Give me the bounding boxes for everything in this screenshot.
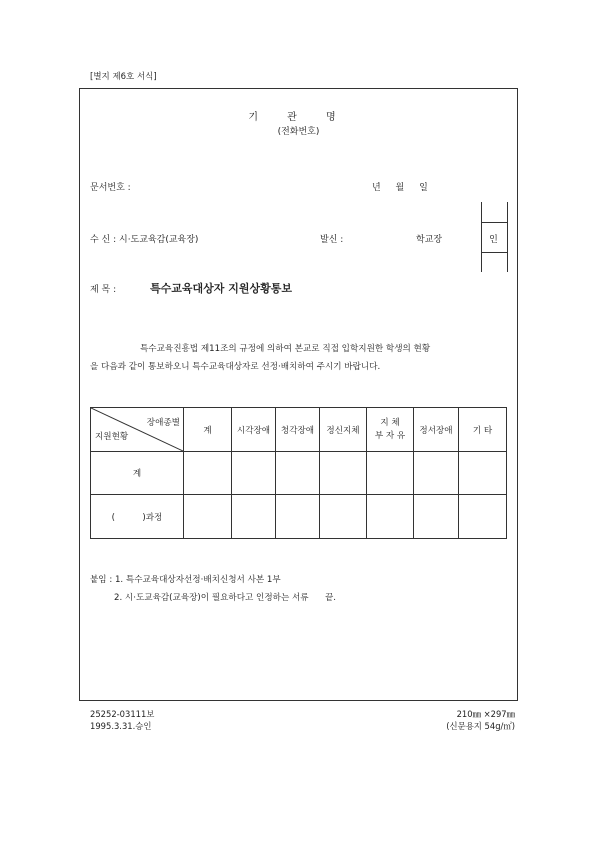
table-cell — [414, 452, 459, 495]
body-line-1: 특수교육진흥법 제11조의 규정에 의하여 본교로 직접 입학지원한 학생의 현황 — [140, 344, 431, 354]
table-header-row — [91, 408, 507, 452]
form-label: [별지 제6호 서식] — [90, 72, 157, 82]
seal-divider — [482, 222, 507, 223]
table-cell — [414, 495, 459, 539]
sender-label: 발신 : — [320, 235, 344, 245]
body-line-2: 을 다음과 같이 통보하오니 특수교육대상자로 선정·배치하여 주시기 바랍니다. — [90, 362, 381, 372]
table-cell — [367, 495, 414, 539]
table-corner-cell — [91, 408, 184, 452]
subject-title: 특수교육대상자 지원상황통보 — [150, 282, 292, 295]
table-row — [91, 452, 507, 495]
table-cell — [184, 495, 232, 539]
agency-name: 기 관 명 — [248, 112, 349, 123]
table-cell — [459, 452, 507, 495]
table-row — [91, 495, 507, 539]
column-header: 계 — [184, 408, 232, 452]
corner-label-disability-type: 장애종별 — [146, 418, 180, 428]
table-cell — [367, 452, 414, 495]
body-paragraph — [90, 340, 506, 376]
column-header-line: 지 체 — [380, 417, 400, 428]
table-cell — [276, 452, 320, 495]
column-header-physical-disability — [367, 408, 414, 452]
table-cell — [184, 452, 232, 495]
column-header: 시각장애 — [232, 408, 276, 452]
school-principal-label: 학교장 — [416, 235, 443, 245]
paper-size: 210㎜ ×297㎜ — [456, 709, 515, 719]
column-header: 정신지체 — [320, 408, 367, 452]
table-cell — [320, 452, 367, 495]
document-frame — [79, 88, 518, 701]
table-cell — [232, 495, 276, 539]
phone-number-label: (전화번호) — [277, 127, 320, 137]
column-header: 청각장애 — [276, 408, 320, 452]
document-number-label: 문서번호 : — [90, 183, 131, 193]
table-cell — [276, 495, 320, 539]
form-code: 25252-03111보 — [90, 709, 155, 719]
row-header: ( )과정 — [91, 495, 184, 539]
attachment-line-2: 2. 시·도교육감(교육장)이 필요하다고 인정하는 서류 끝. — [114, 593, 337, 603]
row-header: 계 — [91, 452, 184, 495]
date-label: 년 월 일 — [372, 183, 428, 193]
table-cell — [232, 452, 276, 495]
column-header: 정서장애 — [414, 408, 459, 452]
table-cell — [320, 495, 367, 539]
recipient-line: 수 신 : 시·도교육감(교육장) — [90, 235, 199, 245]
seal-mark: 인 — [489, 235, 498, 245]
approval-date: 1995.3.31.승인 — [90, 721, 152, 731]
attachment-line-1: 붙임 : 1. 특수교육대상자선정·배치신청서 사본 1부 — [90, 575, 281, 585]
corner-label-status: 지원현황 — [95, 432, 129, 442]
column-header: 기 타 — [459, 408, 507, 452]
table-cell — [459, 495, 507, 539]
column-header-line: 부 자 유 — [374, 430, 406, 441]
subject-label: 제 목 : — [90, 285, 117, 295]
seal-divider — [482, 252, 507, 253]
applicant-status-table — [90, 407, 507, 539]
paper-type: (신문용지 54g/㎡) — [446, 721, 515, 731]
